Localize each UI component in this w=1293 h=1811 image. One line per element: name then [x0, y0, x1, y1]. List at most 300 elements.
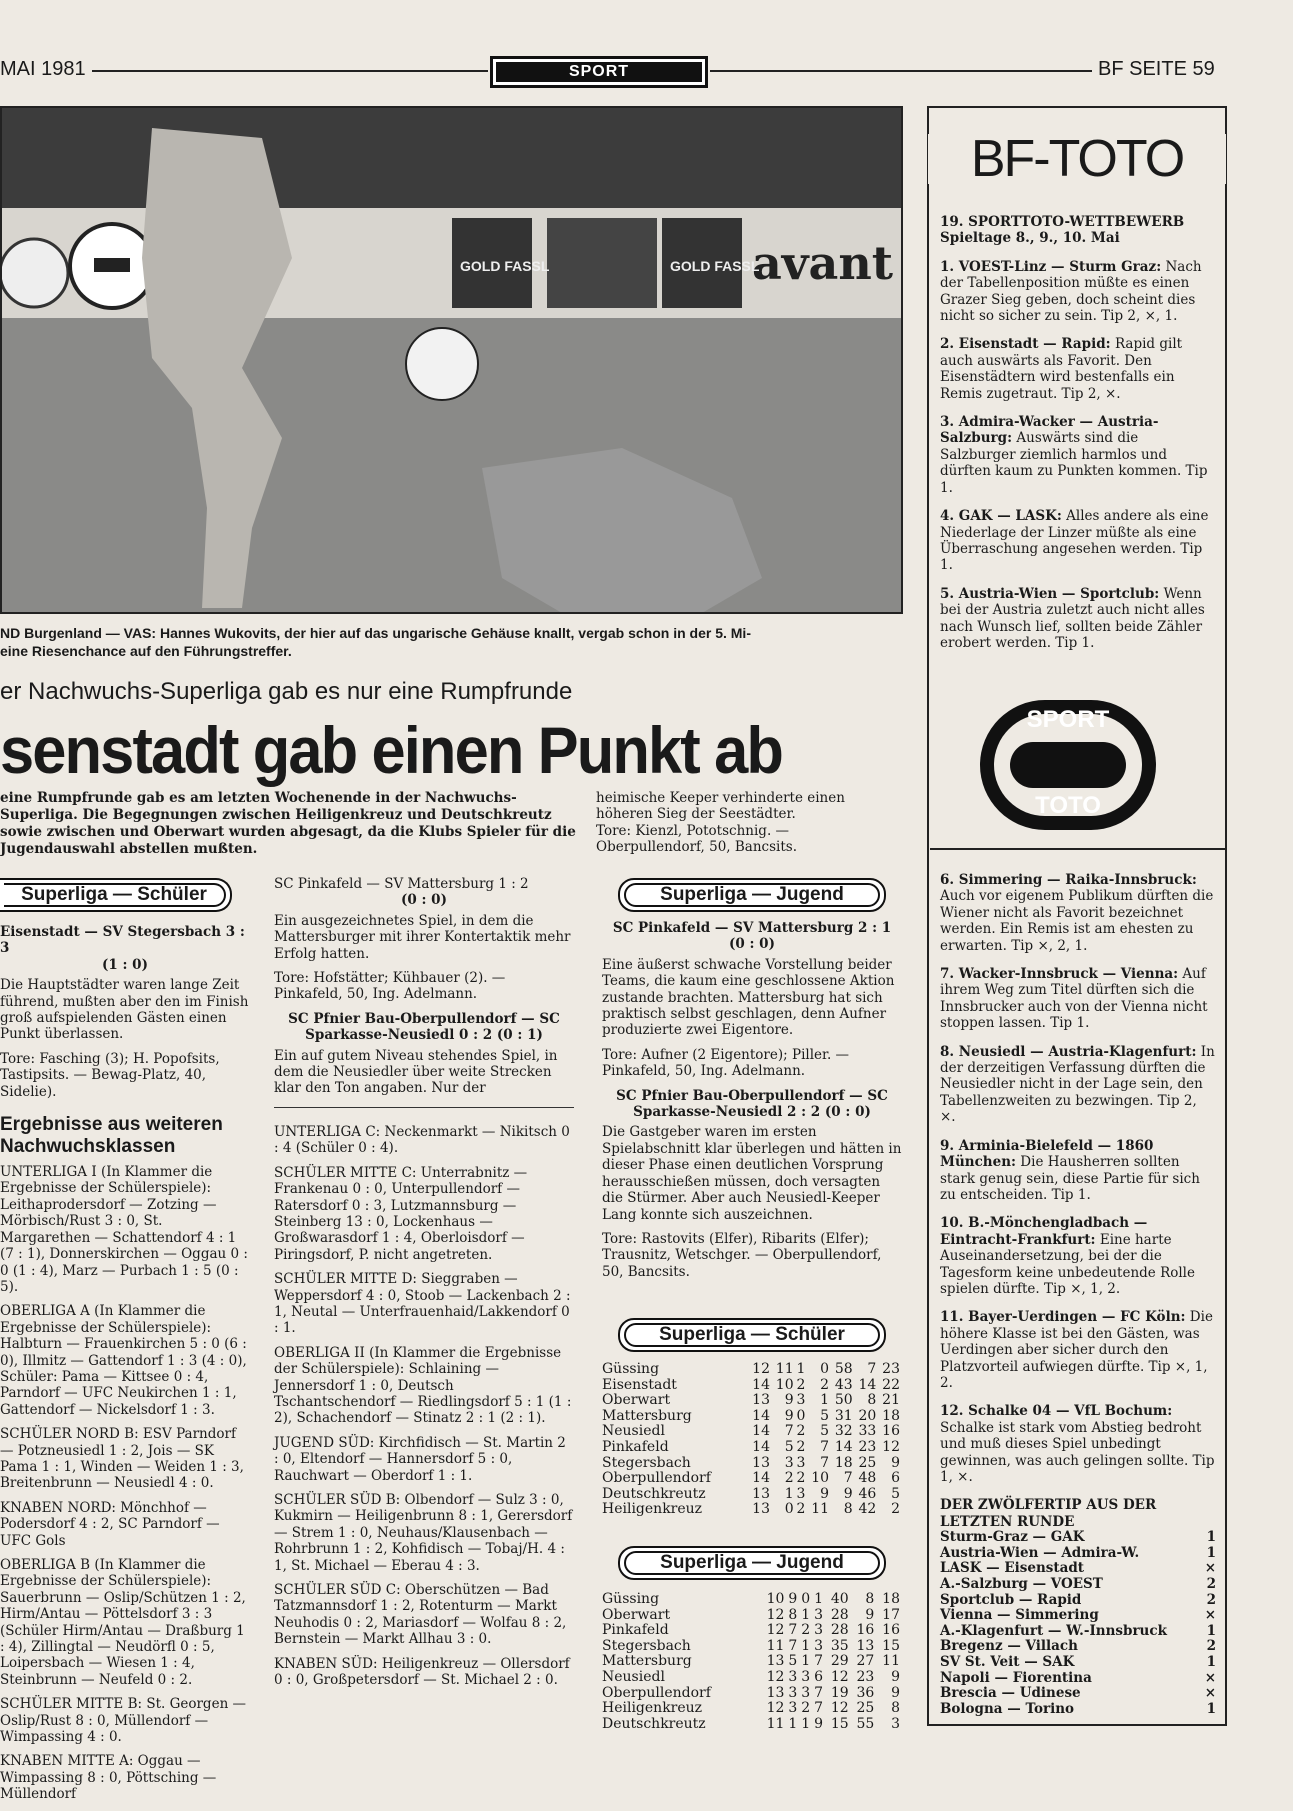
standings-cell-stat: 3 [788, 1700, 798, 1717]
table-row [602, 1608, 900, 1624]
zwoelfertip-row [940, 1702, 1216, 1718]
match-scorers: Tore: Hofstätter; Kühbauer (2). — Pinkafeld, 50, Ing. Adelmann. [274, 970, 506, 1003]
toto-tip-text: Eine harte Auseinandersetzung, bei der die Tagesform keine unbedeutende Rolle spielen dürfte. Tip ×, 1, 2. [940, 1231, 1195, 1297]
standings-cell-stat: 9 [788, 1591, 798, 1607]
superliga-schueler-table-banner: Superliga — Schüler [618, 1318, 886, 1352]
standings-cell-stat: 11 [775, 1361, 794, 1377]
standings-cell-stat: 3 [788, 1668, 798, 1685]
toto-tip-text: Rapid gilt auch auswärts als Favorit. Den Eisenstädtern wird bestenfalls ein Remis zugetraut. Tip 2, ×. [940, 336, 1183, 402]
standings-cell-stat: 12 [882, 1438, 900, 1455]
standings-cell-stat: 55 [856, 1715, 875, 1732]
article-lead: eine Rumpfrunde gab es am letzten Wochenende in der Nachwuchs-Superliga. Die Begegnungen zwischen Heiligenkreuz und Deutschkreutz sowie zwischen und Oberwart wurden abgesagt, da die Klubs Spieler für die Jugendauswahl abstellen mußten. [0, 790, 576, 857]
standings-cell-stat: 9 [843, 1485, 853, 1502]
standings-cell-stat: 20 [858, 1407, 877, 1424]
standings-cell-team: Heiligenkreuz [602, 1700, 703, 1717]
standings-cell-stat: 8 [843, 1501, 853, 1518]
standings-cell-stat: 23 [858, 1438, 877, 1455]
toto-tip-text: Schalke ist stark vom Abstieg bedroht und muß dieses Spiel unbedingt gewinnen, was auch gelingen sollte. Tip 1, ×. [940, 1419, 1215, 1485]
match-scorers: Tore: Rastovits (Elfer), Ribarits (Elfer); Trausnitz, Wetschger. — Oberpullendorf, 50, Bancsits. [602, 1230, 882, 1280]
table-row [602, 1717, 900, 1733]
table-row [602, 1378, 900, 1394]
standings-cell-stat: 31 [834, 1407, 853, 1424]
zwoelfertip-row [940, 1608, 1216, 1624]
standings-cell-stat: 1 [820, 1392, 830, 1409]
standings-cell-stat: 2 [796, 1470, 806, 1487]
superliga-jugend-banner: Superliga — Jugend [618, 878, 886, 912]
standings-cell-stat: 16 [882, 1622, 900, 1639]
standings-cell-stat: 7 [788, 1622, 798, 1639]
standings-cell-stat: 15 [882, 1637, 900, 1654]
match-title: SC Pfnier Bau-Oberpullendorf — SC Sparkasse-Neusiedl 0 : 2 (0 : 1) [288, 1010, 560, 1044]
result-block: SCHÜLER SÜD C: Oberschützen — Bad Tatzmannsdorf 1 : 2, Rotenturm — Markt Neuhodis 0 : 2, Mariasdorf — Wolfau 8 : 2, Bernstein — Markt Allhau 3 : 0. [274, 1582, 567, 1648]
zwoelfertip-match: Vienna — Simmering [940, 1607, 1099, 1624]
standings-cell-stat: 13 [752, 1392, 770, 1409]
toto-tip-match: 6. Simmering — Raika-Innsbruck: [940, 872, 1197, 888]
standings-cell-stat: 3 [814, 1606, 823, 1623]
zwoelfertip-row [940, 1624, 1216, 1640]
table-row [602, 1701, 900, 1717]
standings-cell-stat: 29 [830, 1653, 849, 1670]
zwoelfertip-row [940, 1593, 1216, 1609]
column-divider [274, 1107, 574, 1108]
toto-matchdays: Spieltage 8., 9., 10. Mai [940, 230, 1120, 247]
zwoelfertip-row [940, 1639, 1216, 1655]
standings-cell-stat: 13 [752, 1485, 770, 1502]
standings-cell-stat: 0 [784, 1501, 794, 1518]
table-row [602, 1654, 900, 1670]
zwoelfertip-row [940, 1686, 1216, 1702]
match-title: SC Pinkafeld — SV Mattersburg 1 : 2 [274, 876, 529, 892]
toto-tips-lower [940, 872, 1216, 1717]
zwoelfertip-title: DER ZWÖLFERTIP AUS DER LETZTEN RUNDE [940, 1497, 1157, 1530]
match-report: Die Hauptstädter waren lange Zeit führend, mußten aber den im Finish groß aufspielenden Gästen einen Punkt überlassen. [0, 977, 249, 1043]
standings-cell-stat: 3 [814, 1637, 823, 1654]
table-row [602, 1471, 900, 1487]
toto-tip [940, 966, 1216, 1032]
standings-cell-stat: 9 [820, 1485, 830, 1502]
table-row [602, 1623, 900, 1639]
standings-cell-stat: 2 [796, 1438, 806, 1455]
standings-cell-stat: 3 [788, 1684, 798, 1701]
standings-cell-stat: 13 [766, 1653, 785, 1670]
standings-cell-stat: 14 [752, 1376, 770, 1393]
toto-tip-text: Nach der Tabellenposition müßte es einen Grazer Sieg geben, doch scheint dies nicht so sicher zu sein. Tip 2, ×, 1. [940, 258, 1202, 325]
standings-table-jugend [602, 1592, 900, 1732]
standings-cell-stat: 9 [891, 1668, 900, 1685]
sport-toto-logo [980, 700, 1156, 830]
toto-tip-text: Wenn bei der Austria zuletzt auch nicht alles nach Wunsch lief, sollten beide Zähler erobert werden. Tip 1. [940, 585, 1205, 651]
toto-tip [940, 336, 1216, 402]
table-row [602, 1502, 900, 1518]
standings-cell-stat: 14 [752, 1470, 770, 1487]
standings-cell-stat: 50 [834, 1392, 853, 1409]
standings-cell-stat: 5 [784, 1438, 794, 1455]
standings-table-schueler [602, 1362, 900, 1518]
standings-cell-stat: 11 [882, 1653, 900, 1670]
zwoelfertip-match: Brescia — Udinese [940, 1685, 1081, 1702]
standings-cell-team: Stegersbach [602, 1637, 691, 1654]
zwoelfertip-result: × [1204, 1607, 1216, 1624]
zwoelfertip-match: SV St. Veit — SAK [940, 1653, 1075, 1670]
standings-cell-stat: 21 [882, 1392, 900, 1409]
standings-cell-stat: 11 [811, 1501, 830, 1518]
standings-cell-team: Stegersbach [602, 1454, 691, 1471]
standings-cell-stat: 11 [766, 1715, 785, 1732]
toto-tip [940, 1044, 1216, 1126]
match-title: SC Pfnier Bau-Oberpullendorf — SC Sparkasse-Neusiedl 2 : 2 (0 : 0) [616, 1087, 888, 1121]
standings-cell-stat: 40 [830, 1591, 849, 1607]
toto-tip-text: Alles andere als eine Niederlage der Linzer müßte als eine Überraschung angesehen werden. Tip 1. [940, 508, 1209, 574]
standings-cell-stat: 1 [788, 1715, 798, 1732]
standings-cell-team: Neusiedl [602, 1423, 665, 1440]
standings-cell-stat: 15 [830, 1715, 849, 1732]
zwoelfertip-match: Bregenz — Villach [940, 1638, 1078, 1655]
toto-tip-match: 10. B.-Mönchengladbach — Eintracht-Frankfurt: [940, 1215, 1148, 1248]
zwoelfertip-match: A.-Salzburg — VOEST [940, 1576, 1103, 1592]
standings-cell-stat: 33 [858, 1423, 877, 1440]
zwoelfertip-result: 1 [1206, 1544, 1216, 1561]
standings-cell-stat: 5 [820, 1423, 830, 1440]
standings-cell-stat: 58 [834, 1361, 853, 1377]
toto-tip [940, 1403, 1216, 1485]
standings-cell-stat: 13 [752, 1501, 770, 1518]
ad-board-gold-fassl: GOLD FASSL [460, 258, 550, 274]
result-block: OBERLIGA II (In Klammer die Ergebnisse der Schülerspiele): Schlaining — Jennersdorf 1 : 0, Deutsch Tschantschendorf — Riedlingsdorf 5 : 1 (1 : 2), Schachendorf — Stinatz 2 : 1 (2 : 1). [274, 1344, 572, 1427]
standings-cell-stat: 13 [766, 1684, 785, 1701]
article-kicker: er Nachwuchs-Superliga gab es nur eine Rumpfrunde [0, 678, 573, 705]
standings-cell-team: Pinkafeld [602, 1438, 669, 1455]
match-title: SC Pinkafeld — SV Mattersburg 2 : 1 [612, 920, 892, 936]
results-title: Ergebnisse aus weiteren Nachwuchsklassen [0, 1114, 223, 1158]
standings-cell-stat: 9 [865, 1606, 875, 1623]
match-photo [0, 106, 903, 614]
standings-cell-stat: 19 [830, 1684, 849, 1701]
standings-cell-stat: 2 [801, 1622, 811, 1639]
zwoelfertip-result: × [1204, 1685, 1216, 1702]
zwoelfertip-result: 2 [1206, 1638, 1216, 1655]
standings-cell-team: Mattersburg [602, 1653, 692, 1670]
standings-cell-stat: 6 [814, 1668, 823, 1685]
standings-cell-stat: 0 [801, 1591, 811, 1607]
zwoelfertip-result: 1 [1206, 1653, 1216, 1670]
standings-cell-stat: 2 [820, 1376, 830, 1393]
section-label: SPORT [490, 56, 708, 88]
standings-cell-stat: 12 [830, 1700, 849, 1717]
standings-cell-team: Güssing [602, 1591, 660, 1607]
result-block: JUGEND SÜD: Kirchfidisch — St. Martin 2 : 0, Eltendorf — Hannersdorf 5 : 0, Rauchwart — Oberdorf 1 : 1. [274, 1434, 566, 1484]
zwoelfertip-result: × [1204, 1560, 1216, 1577]
match-report: Ein ausgezeichnetes Spiel, in dem die Mattersburger mit ihrer Kontertaktik mehr Erfolg hatten. [274, 912, 571, 962]
zwoelfertip-row [940, 1546, 1216, 1562]
toto-tip-match: 4. GAK — LASK: [940, 508, 1062, 525]
toto-tip [940, 1138, 1216, 1204]
table-row [602, 1686, 900, 1702]
result-block: KNABEN SÜD: Heiligenkreuz — Ollersdorf 0 : 0, Großpetersdorf — St. Michael 2 : 0. [274, 1655, 570, 1689]
standings-cell-stat: 48 [858, 1470, 877, 1487]
match-halftime: (0 : 0) [401, 892, 447, 909]
standings-cell-stat: 2 [784, 1470, 794, 1487]
standings-cell-stat: 35 [830, 1637, 849, 1654]
standings-cell-stat: 9 [784, 1392, 794, 1409]
standings-cell-stat: 14 [858, 1376, 877, 1393]
toto-tip-text: Die Hausherren sollten stark genug sein, diese Partie für sich zu entscheiden. Tip 1. [940, 1154, 1200, 1203]
superliga-jugend-table-banner: Superliga — Jugend [618, 1546, 886, 1580]
standings-cell-stat: 10 [775, 1376, 794, 1393]
standings-cell-stat: 25 [858, 1454, 877, 1471]
standings-cell-stat: 42 [858, 1501, 877, 1518]
header-rule-left [92, 70, 488, 72]
table-row [602, 1456, 900, 1472]
standings-cell-stat: 9 [814, 1715, 823, 1732]
result-block: SCHÜLER MITTE B: St. Georgen — Oslip/Rust 8 : 0, Müllendorf — Wimpassing 4 : 0. [0, 1696, 247, 1746]
standings-cell-stat: 1 [801, 1715, 811, 1732]
standings-cell-stat: 1 [801, 1637, 811, 1654]
standings-cell-stat: 5 [820, 1407, 830, 1424]
standings-cell-stat: 23 [882, 1361, 900, 1377]
result-block: OBERLIGA B (In Klammer die Ergebnisse der Schülerspiele): Sauerbrunn — Oslip/Schützen 1 : 2, Hirm/Antau — Pöttelsdorf 3 : 3 (Schüler Hirm/Antau — Draßburg 1 : 4), Zillingtal — Neudörfl 0 : 5, Loipersbach — Wiesen 1 : 4, Steinbrunn — Neufeld 0 : 2. [0, 1557, 246, 1688]
result-block: SCHÜLER MITTE C: Unterrabnitz — Frankenau 0 : 0, Unterpullendorf — Ratersdorf 0 : 3, Lutzmannsburg — Steinberg 13 : 0, Lockenhaus — Großwarasdorf 1 : 4, Oberloisdorf — Piringsdorf, P. nicht angetreten. [274, 1164, 528, 1263]
toto-tip-match: 12. Schalke 04 — VfL Bochum: [940, 1403, 1173, 1420]
result-block: KNABEN MITTE A: Oggau — Wimpassing 8 : 0, Pöttsching — Müllendorf [0, 1753, 217, 1803]
match-title: Eisenstadt — SV Stegersbach 3 : 3 [0, 924, 245, 957]
standings-cell-stat: 9 [784, 1407, 794, 1424]
zwoelfertip-result: 1 [1206, 1700, 1216, 1717]
toto-subtitle: 19. SPORTTOTO-WETTBEWERB [940, 214, 1185, 230]
match-report: Eine äußerst schwache Vorstellung beider Teams, die kaum eine geschlossene Aktion zustande brachten. Mattersburg hat sich praktisch selbst geschlagen, denn Aufner produzierte zwei Eigentore. [602, 956, 895, 1039]
standings-cell-stat: 16 [882, 1423, 900, 1440]
table-row [602, 1592, 900, 1608]
standings-cell-team: Oberpullendorf [602, 1470, 711, 1487]
ad-board-avant: avant [752, 236, 894, 290]
zwoelfertip-table [940, 1530, 1216, 1717]
match-report: Die Gastgeber waren im ersten Spielabschnitt klar überlegen und hätten in dieser Phase einen deutlichen Vorsprung herausschießen müssen, doch versagten die Stürmer. Aber auch Neusiedl-Keeper Lang konnte sich auszeichnen. [602, 1124, 902, 1223]
match-halftime: (1 : 0) [102, 956, 148, 973]
standings-cell-team: Güssing [602, 1361, 660, 1377]
match-scorers: Tore: Fasching (3); H. Popofsits, Tastipsits. — Bewag-Platz, 40, Sidelie). [0, 1050, 220, 1100]
superliga-schueler-banner: Superliga — Schüler [0, 878, 232, 912]
standings-cell-stat: 16 [856, 1622, 875, 1639]
standings-cell-stat: 23 [856, 1668, 875, 1685]
standings-cell-stat: 2 [891, 1501, 900, 1518]
standings-cell-stat: 12 [752, 1361, 770, 1377]
standings-cell-stat: 18 [882, 1591, 900, 1607]
toto-tip [940, 1215, 1216, 1297]
match-scorers: Tore: Aufner (2 Eigentore); Piller. — Pinkafeld, 50, Ing. Adelmann. [602, 1046, 850, 1080]
standings-cell-stat: 1 [784, 1485, 794, 1502]
toto-tip-text: Auf ihrem Weg zum Titel dürften sich die Innsbrucker auch von der Vienna nicht stoppen lassen. Tip 1. [940, 966, 1208, 1032]
article-lead-right: heimische Keeper verhinderte einen höheren Sieg der Seestädter. [596, 790, 845, 823]
standings-cell-stat: 17 [882, 1606, 900, 1623]
standings-cell-team: Oberwart [602, 1392, 671, 1409]
toto-title: BF-TOTO [928, 134, 1226, 184]
result-block: SCHÜLER NORD B: ESV Parndorf — Potzneusiedl 1 : 2, Jois — SK Pama 1 : 1, Winden — Weiden 1 : 3, Breitenbrunn — Neusiedl 4 : 0. [0, 1426, 244, 1492]
standings-cell-team: Deutschkreutz [602, 1485, 706, 1502]
zwoelfertip-match: Napoli — Fiorentina [940, 1669, 1092, 1686]
standings-cell-stat: 1 [801, 1606, 811, 1623]
column-1 [0, 924, 250, 1811]
standings-cell-stat: 3 [891, 1715, 900, 1732]
standings-cell-stat: 12 [766, 1606, 785, 1623]
standings-cell-stat: 14 [752, 1423, 770, 1440]
standings-cell-stat: 28 [830, 1606, 849, 1623]
table-row [602, 1362, 900, 1378]
article-lead-right-tore: Tore: Kienzl, Pototschnig. — Oberpullendorf, 50, Bancsits. [596, 822, 798, 856]
table-row [602, 1639, 900, 1655]
toto-tip [940, 586, 1216, 652]
zwoelfertip-row [940, 1561, 1216, 1577]
standings-cell-stat: 12 [766, 1668, 785, 1685]
standings-cell-team: Eisenstadt [602, 1376, 677, 1393]
standings-cell-stat: 3 [801, 1668, 811, 1685]
result-block: SCHÜLER MITTE D: Sieggraben — Weppersdorf 4 : 0, Stoob — Lackenbach 2 : 1, Neutal — Unterfrauenhaid/Lakkendorf 0 : 1. [274, 1271, 571, 1337]
standings-cell-stat: 7 [814, 1684, 823, 1701]
toto-tip [940, 414, 1216, 496]
standings-cell-stat: 5 [788, 1653, 798, 1670]
toto-tip-match: 8. Neusiedl — Austria-Klagenfurt: [940, 1043, 1197, 1060]
toto-tip [940, 508, 1216, 574]
standings-cell-stat: 1 [814, 1591, 823, 1607]
standings-cell-stat: 8 [891, 1700, 900, 1717]
standings-cell-stat: 7 [843, 1470, 853, 1487]
standings-cell-stat: 7 [814, 1700, 823, 1717]
zwoelfertip-match: Bologna — Torino [940, 1700, 1075, 1717]
zwoelfertip-row [940, 1577, 1216, 1593]
table-row [602, 1424, 900, 1440]
table-row [602, 1409, 900, 1425]
table-row [602, 1670, 900, 1686]
standings-cell-stat: 32 [834, 1423, 853, 1440]
standings-cell-stat: 8 [788, 1606, 798, 1623]
toto-tip-match: 7. Wacker-Innsbruck — Vienna: [940, 966, 1179, 983]
standings-cell-stat: 2 [801, 1700, 811, 1717]
zwoelfertip-result: 2 [1206, 1591, 1216, 1608]
standings-cell-stat: 7 [867, 1361, 877, 1377]
zwoelfertip-match: LASK — Eisenstadt [940, 1560, 1085, 1577]
standings-cell-team: Mattersburg [602, 1407, 692, 1424]
zwoelfertip-result: 1 [1206, 1529, 1216, 1546]
standings-cell-stat: 10 [766, 1591, 785, 1607]
toto-tip-match: 2. Eisenstadt — Rapid: [940, 336, 1111, 353]
toto-tip-match: 9. Arminia-Bielefeld — 1860 München: [940, 1137, 1154, 1171]
standings-cell-stat: 14 [834, 1438, 853, 1455]
standings-cell-stat: 22 [882, 1376, 900, 1393]
result-block: UNTERLIGA I (In Klammer die Ergebnisse der Schülerspiele): Leithaprodersdorf — Zotzing — Mörbisch/Rust 3 : 0, St. Margarethen — Schattendorf 4 : 1 (7 : 1), Donnerskirchen — Oggau 0 : 0 (1 : 4), Marz — Purbach 1 : 5 (0 : 5). [0, 1164, 248, 1295]
toto-tip-text: Auch vor eigenem Publikum dürften die Wiener nicht als Favorit bezeichnet werden. Ein Remis ist am ehesten zu erwarten. Tip ×, 2, 1. [940, 888, 1214, 954]
toto-tip [940, 872, 1216, 954]
standings-cell-stat: 36 [856, 1684, 875, 1701]
toto-tip-match: 1. VOEST-Linz — Sturm Graz: [940, 258, 1162, 275]
standings-cell-stat: 1 [801, 1653, 811, 1670]
logo-text-toto: TOTO [1035, 792, 1101, 819]
standings-cell-stat: 5 [891, 1485, 900, 1502]
standings-cell-stat: 0 [820, 1361, 830, 1377]
toto-tip [940, 259, 1216, 325]
toto-tips-upper [940, 214, 1216, 663]
standings-cell-stat: 43 [834, 1376, 853, 1393]
standings-cell-stat: 2 [796, 1501, 806, 1518]
column-2 [274, 876, 574, 1696]
standings-cell-stat: 11 [766, 1637, 785, 1654]
ad-board-gold-fassl-2: GOLD FASSL [670, 258, 760, 274]
standings-cell-stat: 7 [784, 1423, 794, 1440]
logo-text-sport: SPORT [1026, 706, 1110, 733]
standings-cell-stat: 18 [882, 1407, 900, 1424]
standings-cell-stat: 13 [752, 1454, 770, 1471]
zwoelfertip-row [940, 1655, 1216, 1671]
standings-cell-stat: 14 [752, 1407, 770, 1424]
toto-tip-match: 11. Bayer-Uerdingen — FC Köln: [940, 1309, 1186, 1326]
zwoelfertip-result: × [1204, 1669, 1216, 1686]
standings-cell-stat: 8 [865, 1591, 875, 1607]
zwoelfertip-row [940, 1671, 1216, 1687]
zwoelfertip-result: 2 [1206, 1576, 1216, 1592]
standings-cell-team: Pinkafeld [602, 1622, 669, 1639]
standings-cell-stat: 13 [856, 1637, 875, 1654]
table-row [602, 1393, 900, 1409]
table-row [602, 1440, 900, 1456]
zwoelfertip-result: 1 [1206, 1622, 1216, 1639]
standings-cell-stat: 8 [867, 1392, 877, 1409]
standings-cell-stat: 7 [814, 1653, 823, 1670]
table-row [602, 1487, 900, 1503]
zwoelfertip-row [940, 1530, 1216, 1546]
result-block: OBERLIGA A (In Klammer die Ergebnisse der Schülerspiele): Halbturn — Frauenkirchen 5 : 0 (6 : 0), Illmitz — Gattendorf 1 : 3 (4 : 0), Schüler: Pama — Kittsee 0 : 4, Parndorf — UFC Neukirchen 1 : 1, Gattendorf — Nickelsdorf 1 : 3. [0, 1303, 247, 1418]
standings-cell-stat: 12 [830, 1668, 849, 1685]
standings-cell-stat: 46 [858, 1485, 877, 1502]
standings-cell-stat: 3 [796, 1485, 806, 1502]
standings-cell-stat: 18 [834, 1454, 853, 1471]
standings-cell-stat: 7 [820, 1454, 830, 1471]
standings-cell-stat: 3 [801, 1684, 811, 1701]
standings-cell-stat: 9 [891, 1684, 900, 1701]
zwoelfertip-match: Sturm-Graz — GAK [940, 1529, 1085, 1546]
standings-cell-stat: 0 [796, 1407, 806, 1424]
standings-cell-stat: 2 [796, 1376, 806, 1393]
standings-cell-stat: 2 [796, 1423, 806, 1440]
standings-cell-stat: 14 [752, 1438, 770, 1455]
article-headline: senstadt gab einen Punkt ab [0, 713, 782, 787]
toto-divider [930, 848, 1226, 850]
match-halftime: (0 : 0) [729, 936, 775, 953]
standings-cell-stat: 28 [830, 1622, 849, 1639]
standings-cell-stat: 3 [814, 1622, 823, 1639]
issue-date: MAI 1981 [0, 58, 86, 80]
standings-cell-stat: 7 [788, 1637, 798, 1654]
standings-cell-stat: 12 [766, 1622, 785, 1639]
zwoelfertip-match: Austria-Wien — Admira-W. [940, 1544, 1140, 1561]
standings-cell-stat: 10 [811, 1470, 830, 1487]
result-block: SCHÜLER SÜD B: Olbendorf — Sulz 3 : 0, Kukmirn — Heiligenbrunn 8 : 1, Gerersdorf — Strem 1 : 0, Neuhaus/Klausenbach — Rohrbrunn 1 : 2, Kohfidisch — Tobaj/H. 4 : 1, St. Michael — Eberau 4 : 3. [274, 1492, 573, 1574]
toto-tip-text: In der derzeitigen Verfassung dürften die Neusiedler nicht in der Lage sein, den Tabellenzweiten zu bezwingen. Tip 2, ×. [940, 1043, 1215, 1126]
standings-cell-stat: 27 [856, 1653, 875, 1670]
zwoelfertip-match: Sportclub — Rapid [940, 1591, 1082, 1608]
standings-cell-team: Heiligenkreuz [602, 1501, 703, 1518]
standings-cell-team: Deutschkreutz [602, 1715, 706, 1732]
toto-tip-text: Die höhere Klasse ist bei den Gästen, was Uerdingen aber sicher durch den Platzvorteil aufwiegen dürfte. Tip ×, 1, 2. [940, 1309, 1213, 1391]
standings-cell-stat: 3 [784, 1454, 794, 1471]
toto-tip-match: 3. Admira-Wacker — Austria-Salzburg: [940, 414, 1159, 447]
standings-cell-team: Oberwart [602, 1606, 671, 1623]
match-report: Ein auf gutem Niveau stehendes Spiel, in dem die Neusiedler über weite Strecken klar den Ton angaben. Nur der [274, 1047, 558, 1097]
toto-tip-match: 5. Austria-Wien — Sportclub: [940, 585, 1160, 602]
result-block: UNTERLIGA C: Neckenmarkt — Nikitsch 0 : 4 (Schüler 0 : 4). [274, 1123, 570, 1157]
standings-cell-stat: 9 [891, 1454, 900, 1471]
photo-caption-line2: eine Riesenchance auf den Führungstreffer. [0, 643, 292, 659]
standings-cell-stat: 1 [796, 1361, 806, 1377]
photo-caption-line1: ND Burgenland — VAS: Hannes Wukovits, der hier auf das ungarische Gehäuse knallt, vergab schon in der 5. Mi- [0, 625, 751, 641]
standings-cell-stat: 25 [856, 1700, 875, 1717]
standings-cell-team: Oberpullendorf [602, 1684, 711, 1701]
